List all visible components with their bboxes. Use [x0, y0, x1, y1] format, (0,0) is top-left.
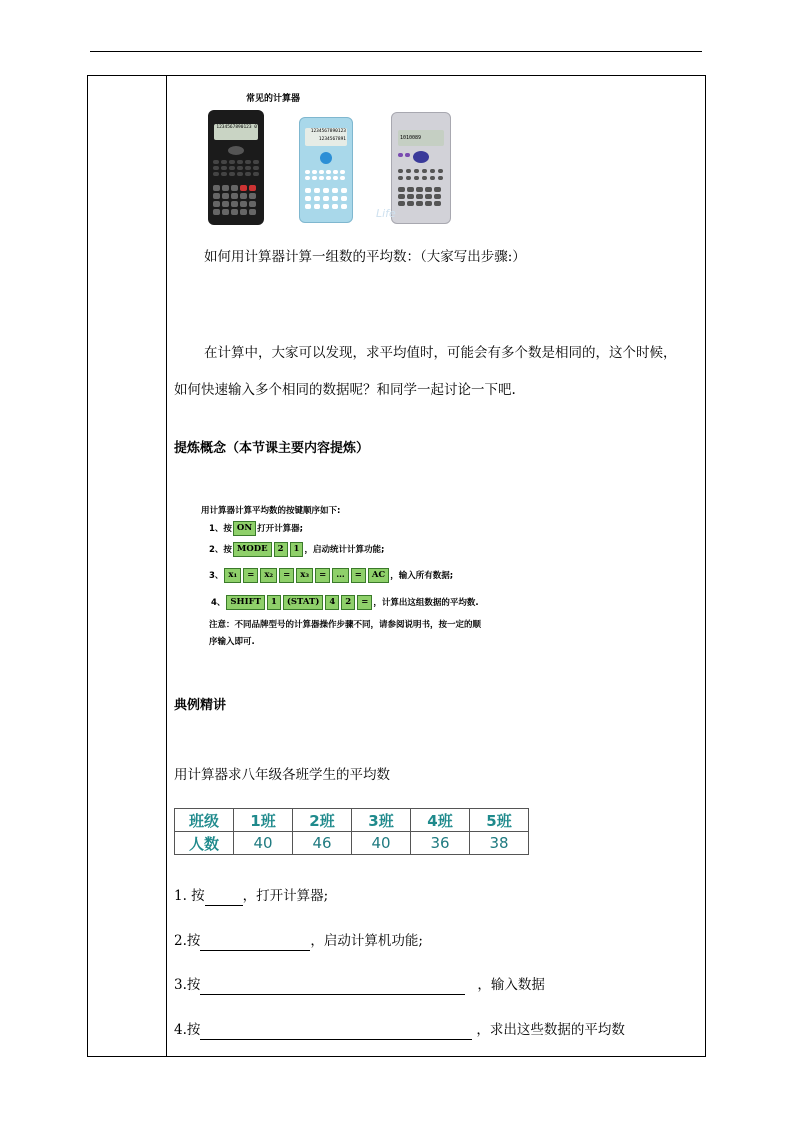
step-3: 3、 x₁ = x₂ = x₃ = … = AC ，输入所有数据; [209, 570, 454, 581]
question-2: 2.按 ，启动计算机功能; [174, 933, 423, 949]
key-ac: AC [368, 568, 389, 583]
calculator-image-blue [299, 117, 353, 223]
key-x1: x₁ [224, 568, 241, 583]
table-header-cell: 班级 [175, 809, 234, 832]
question-3: 3.按 ，输入数据 [174, 977, 545, 993]
table-header-cell: 3班 [352, 809, 411, 832]
question-4: 4.按 ，求出这些数据的平均数 [174, 1022, 625, 1038]
key-2: 2 [341, 595, 355, 610]
key-1: 1 [267, 595, 281, 610]
answer-blank-4[interactable] [200, 1025, 472, 1040]
calculator-image-silver [391, 112, 451, 224]
intro-question: 如何用计算器计算一组数的平均数：（大家写出步骤:） [204, 249, 526, 265]
table-cell: 40 [234, 832, 293, 855]
column-divider [166, 75, 167, 1057]
answer-blank-3[interactable] [200, 980, 465, 995]
table-cell: 36 [411, 832, 470, 855]
example-problem: 用计算器求八年级各班学生的平均数 [174, 767, 390, 783]
key-ellipsis: … [332, 568, 349, 583]
calculator-image-black [208, 110, 264, 225]
steps-title: 用计算器计算平均数的按键顺序如下: [201, 506, 341, 516]
calculator-screen: 1010089 [398, 130, 444, 146]
table-cell: 46 [293, 832, 352, 855]
key-equals: = [357, 595, 372, 610]
key-x3: x₃ [296, 568, 313, 583]
key-equals: = [279, 568, 294, 583]
key-2: 2 [274, 542, 288, 557]
key-4: 4 [325, 595, 339, 610]
header-rule [90, 51, 702, 52]
key-equals: = [243, 568, 258, 583]
calculator-screen: 1234567890123 0 [214, 124, 258, 140]
table-header-cell: 5班 [470, 809, 529, 832]
key-stat: (STAT) [283, 595, 324, 610]
key-1: 1 [290, 542, 304, 557]
key-mode: MODE [233, 542, 272, 557]
table-header-cell: 4班 [411, 809, 470, 832]
calculator-caption: 常见的计算器 [246, 94, 301, 104]
step-2: 2、按 MODE 2 1 ，启动统计计算功能; [209, 544, 385, 555]
note-line-1: 注意：不同品牌型号的计算器操作步骤不同，请参阅说明书，按一定的顺 [209, 620, 482, 630]
key-shift: SHIFT [226, 595, 265, 610]
key-on: ON [233, 521, 256, 536]
answer-blank-1[interactable] [205, 891, 243, 906]
question-1: 1. 按 ，打开计算器; [174, 888, 329, 904]
key-equals: = [351, 568, 366, 583]
key-equals: = [315, 568, 330, 583]
note-line-2: 序输入即可. [209, 637, 255, 647]
watermark-text: Life [376, 207, 396, 220]
key-x2: x₂ [260, 568, 277, 583]
table-header-cell: 1班 [234, 809, 293, 832]
steps-panel [199, 500, 482, 650]
table-row-label: 人数 [175, 832, 234, 855]
table-cell: 40 [352, 832, 411, 855]
table-cell: 38 [470, 832, 529, 855]
calculator-screen: 1234567890123 1234567891 [305, 128, 347, 146]
table-header-cell: 2班 [293, 809, 352, 832]
answer-blank-2[interactable] [200, 936, 310, 951]
discussion-line-2: 如何快速输入多个相同的数据呢？和同学一起讨论一下吧. [174, 382, 516, 398]
table-row [175, 832, 529, 855]
example-heading: 典例精讲 [174, 698, 227, 713]
step-4: 4、 SHIFT 1 (STAT) 4 2 = ，计算出这组数据的平均数. [211, 597, 479, 608]
class-size-table [174, 808, 529, 855]
concept-heading: 提炼概念（本节课主要内容提炼） [174, 441, 370, 456]
step-1: 1、按 ON 打开计算器; [209, 523, 304, 534]
discussion-line-1: 在计算中，大家可以发现，求平均值时，可能会有多个数是相同的，这个时候， [204, 345, 677, 361]
table-row [175, 809, 529, 832]
